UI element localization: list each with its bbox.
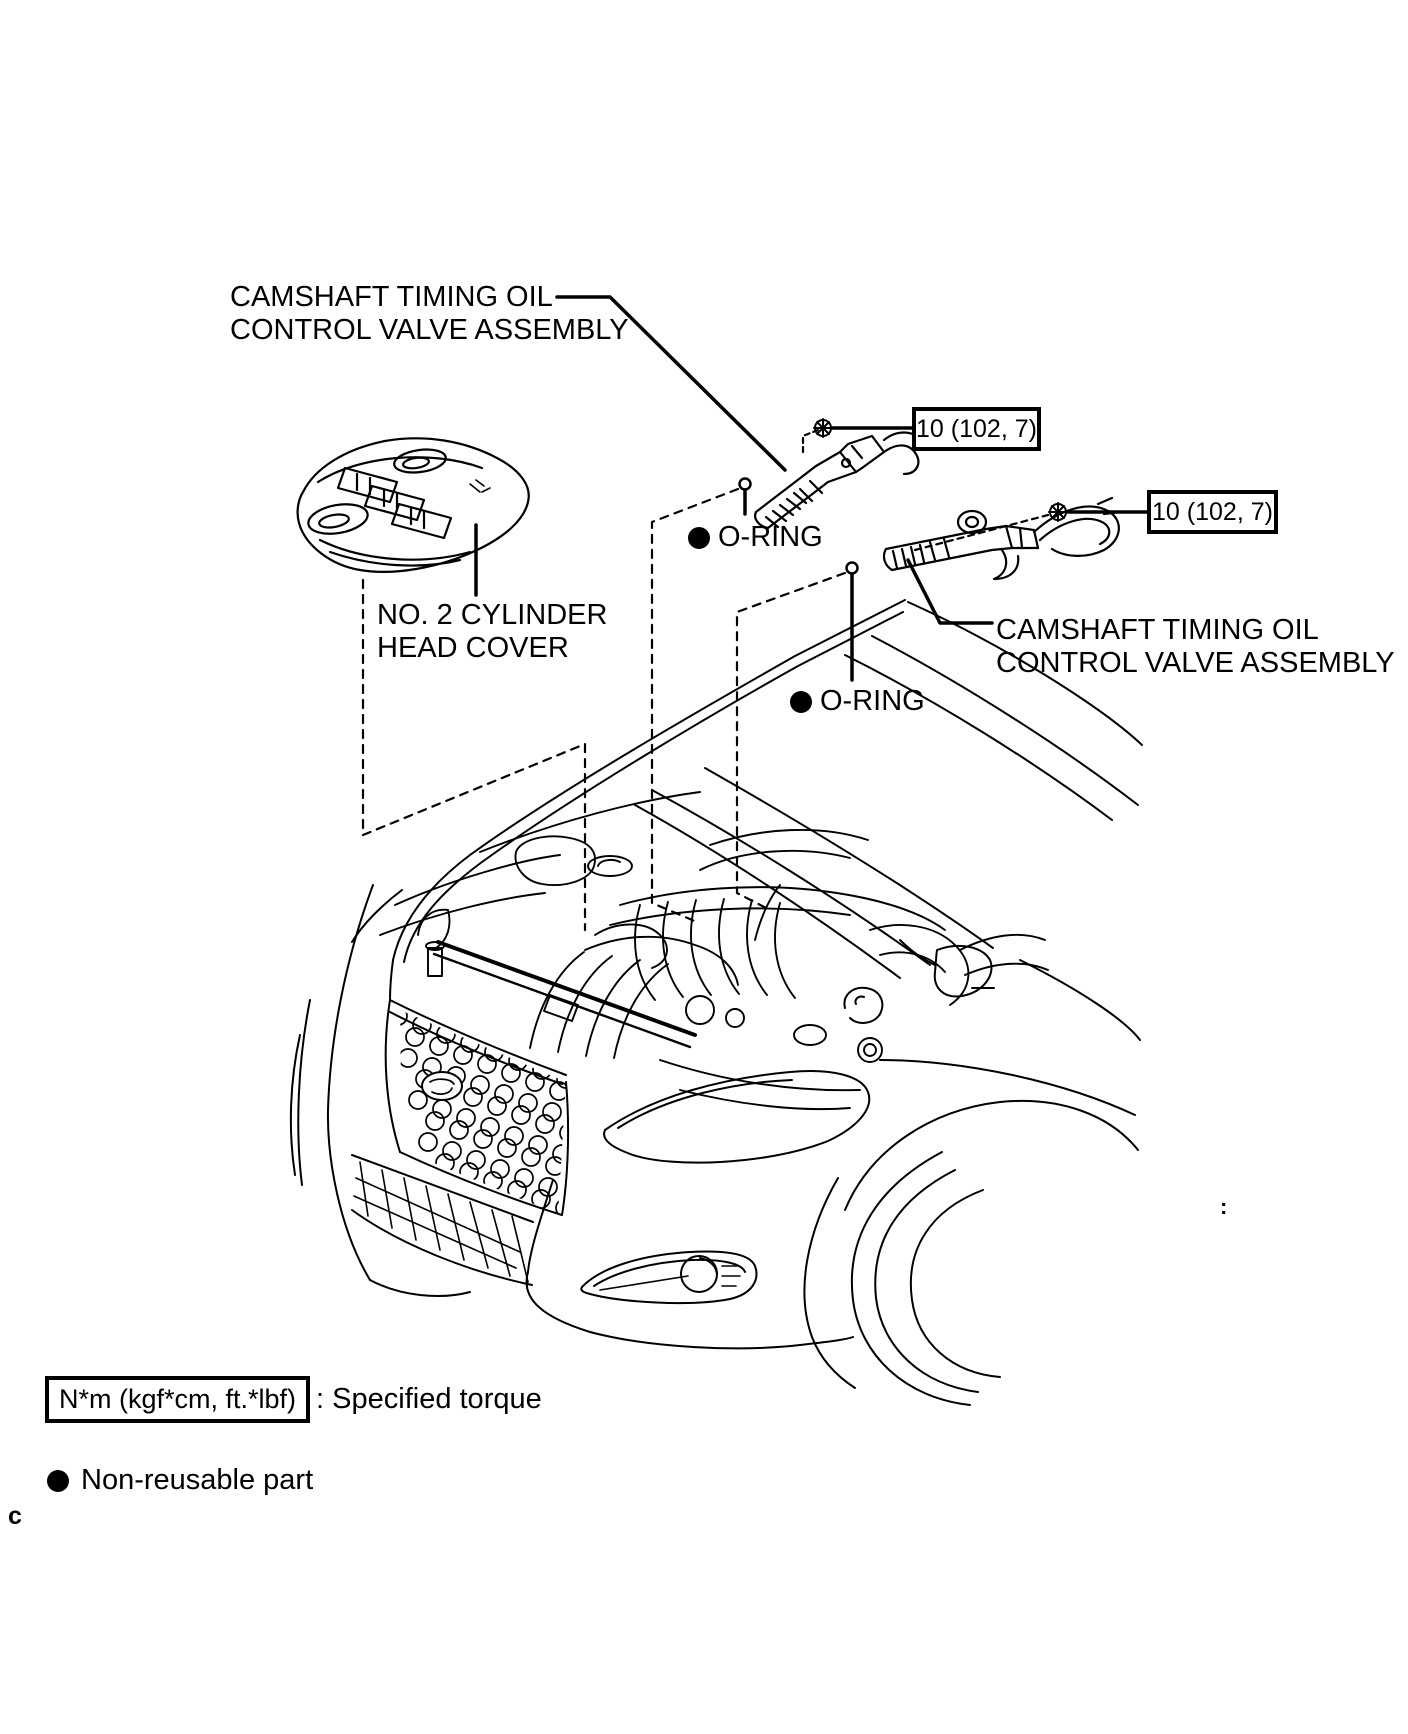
torque-legend-desc: : Specified torque (316, 1383, 542, 1415)
bolt-1 (814, 419, 832, 437)
non-reusable-legend (47, 1464, 313, 1497)
valve-right-label-line2: CONTROL VALVE ASSEMBLY (996, 647, 1395, 679)
non-reusable-legend-text: Non-reusable part (81, 1464, 314, 1496)
torque-legend-box: N*m (kgf*cm, ft.*lbf) (45, 1376, 310, 1423)
page-footnote-mark: c (8, 1502, 22, 1530)
non-reusable-dot-icon (47, 1470, 69, 1492)
oil-control-valve-2 (884, 498, 1120, 579)
non-reusable-dot-icon (790, 691, 812, 713)
oil-control-valve-1 (755, 428, 936, 528)
valve-right-label-line1: CAMSHAFT TIMING OIL (996, 614, 1319, 646)
valve-right-label (996, 614, 1395, 680)
torque-spec-value-2: 10 (102, 7) (1152, 497, 1273, 526)
oring-label-1-text: O-RING (718, 521, 823, 553)
front-grille (352, 1000, 588, 1285)
torque-spec-value-1: 10 (102, 7) (916, 414, 1037, 443)
valve-top-label-line1: CAMSHAFT TIMING OIL (230, 281, 553, 313)
oring-label-2-text: O-RING (820, 685, 925, 717)
oring-label-1 (688, 521, 823, 554)
head-cover-part (298, 438, 529, 572)
head-cover-label (377, 599, 607, 665)
engine-bay-components (380, 792, 1048, 1109)
head-cover-label-line1: NO. 2 CYLINDER (377, 599, 608, 631)
valve-top-label-line2: CONTROL VALVE ASSEMBLY (230, 314, 629, 346)
bolt-2 (1049, 503, 1067, 521)
headlight (604, 1071, 869, 1163)
torque-spec-box-2 (1147, 490, 1278, 534)
car-body-outline (291, 600, 1142, 1405)
fog-lamp (581, 1252, 756, 1304)
non-reusable-dot-icon (688, 527, 710, 549)
oring-label-2 (790, 685, 925, 718)
torque-legend (45, 1376, 542, 1423)
valve-top-label (230, 281, 629, 347)
projection-dashed-lines (363, 430, 1048, 930)
head-cover-label-line2: HEAD COVER (377, 632, 569, 664)
torque-spec-box-1 (912, 407, 1041, 451)
grille-honeycomb (389, 1007, 588, 1217)
stray-print-artifact: : (1220, 1194, 1228, 1219)
